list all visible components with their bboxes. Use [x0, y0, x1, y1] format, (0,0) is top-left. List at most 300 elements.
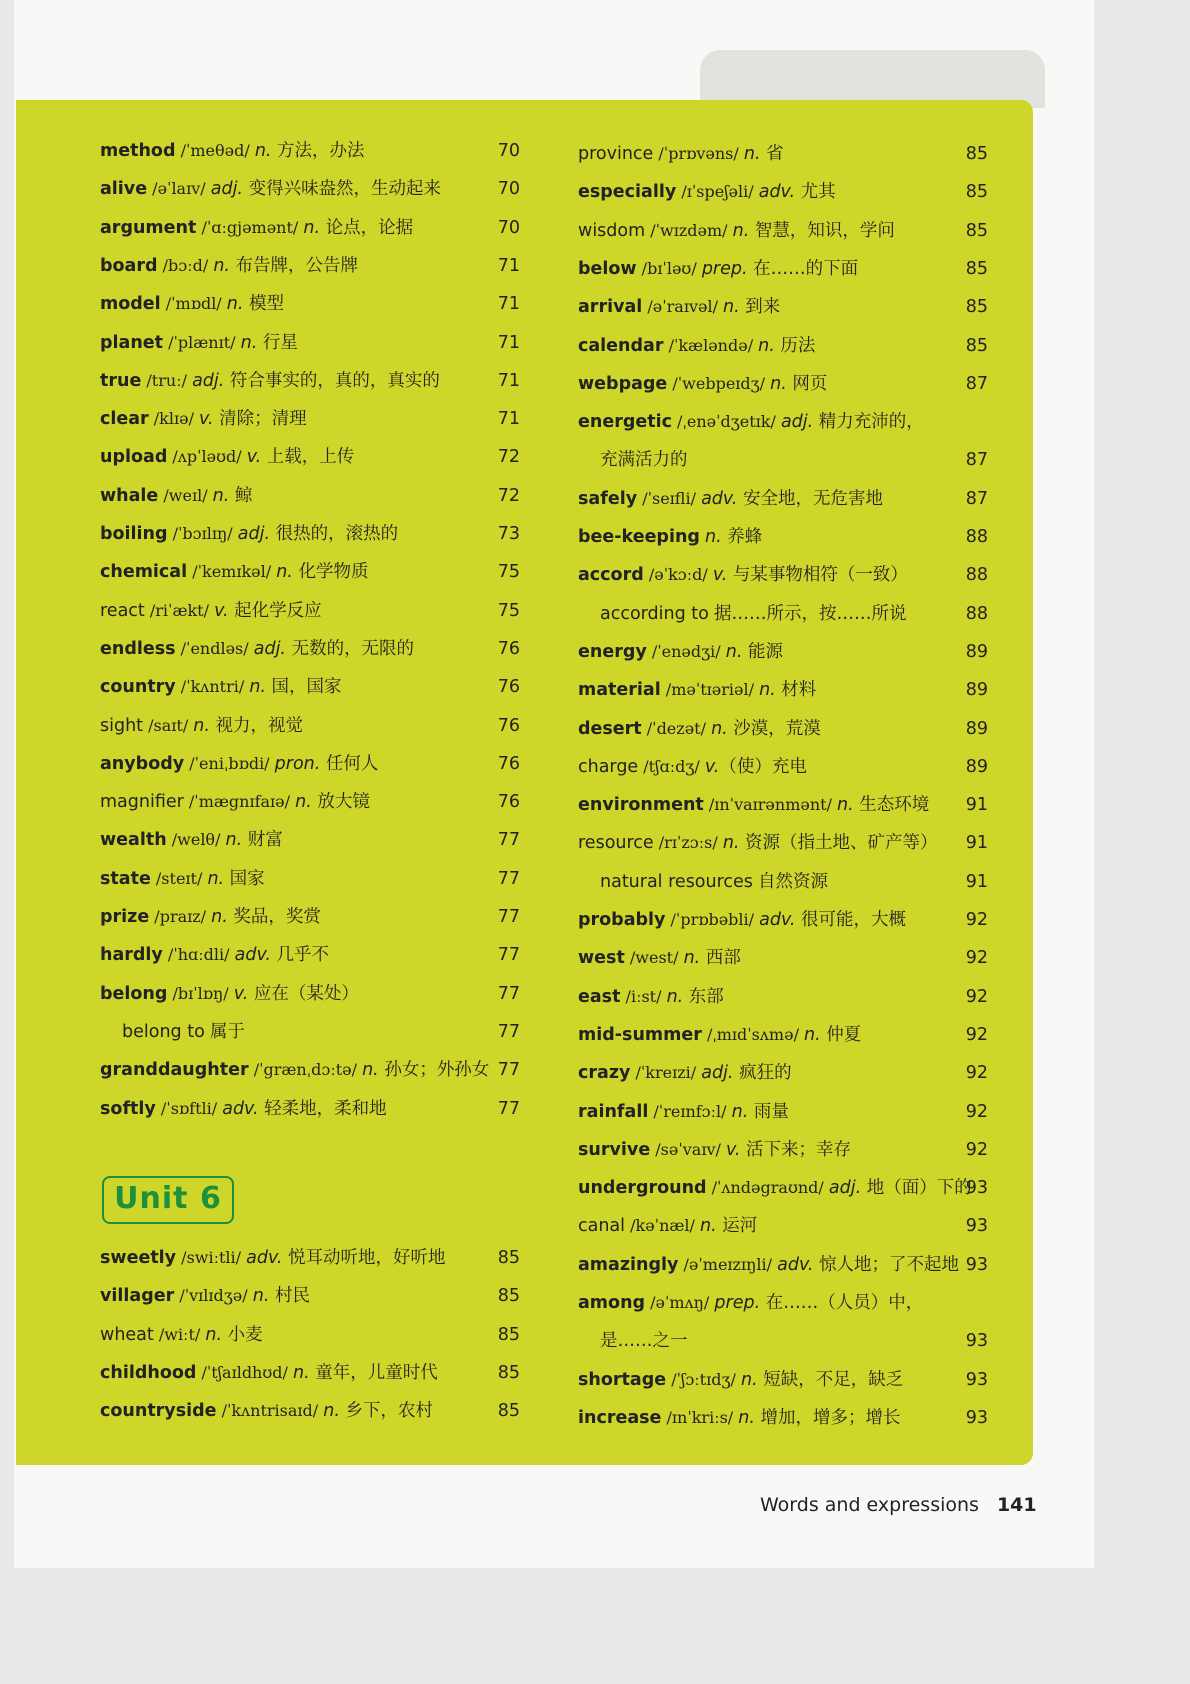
chinese-meaning: 增加，增多；增长 [754, 1407, 901, 1428]
chinese-meaning: 活下来；幸存 [740, 1139, 852, 1160]
page-ref: 70 [497, 179, 520, 200]
part-of-speech: adv. [234, 945, 271, 966]
vocab-entry [100, 1358, 520, 1388]
vocab-entry [100, 557, 520, 587]
chinese-meaning: 运河 [716, 1216, 758, 1237]
headword: west [578, 948, 625, 969]
entry-text [100, 442, 480, 472]
pronunciation: /ˈsɒftli/ [155, 1098, 223, 1118]
entry-text [578, 1288, 948, 1318]
headword: underground [578, 1178, 707, 1199]
part-of-speech: adj. [780, 412, 814, 433]
page-ref: 71 [497, 294, 520, 315]
vocab-entry [100, 136, 520, 166]
chinese-meaning: 国家 [224, 868, 265, 889]
part-of-speech: n. [743, 144, 761, 164]
pronunciation: /ˌmɪdˈsʌmə/ [701, 1024, 805, 1044]
vocab-entry [578, 522, 988, 552]
part-of-speech: adj. [237, 524, 271, 544]
part-of-speech: adj. [192, 370, 225, 391]
entry-text [600, 1326, 948, 1356]
unit-heading: Unit 6 [102, 1176, 234, 1224]
vocab-entry [100, 404, 520, 434]
page-ref: 91 [965, 795, 988, 816]
part-of-speech: pron. [274, 753, 321, 774]
chinese-meaning: 是……之一 [600, 1331, 688, 1352]
chinese-meaning: 模型 [243, 294, 285, 315]
part-of-speech: n. [212, 485, 230, 506]
pronunciation: /ɪnˈkriːs/ [661, 1407, 739, 1427]
chinese-meaning: 资源（指土地、矿产等） [739, 833, 938, 854]
page-ref: 77 [497, 830, 520, 851]
pronunciation: /ˈprɒbəbli/ [665, 910, 760, 929]
chinese-meaning: 放大镜 [311, 792, 370, 813]
vocab-entry [100, 213, 520, 243]
pronunciation: /wiːt/ [153, 1324, 206, 1344]
headword: especially [578, 182, 677, 203]
headword: hardly [100, 945, 163, 966]
headword: probably [578, 910, 666, 930]
chinese-meaning: 孙女；外孙女 [378, 1060, 490, 1081]
chinese-meaning: 很热的，滚热的 [270, 524, 399, 544]
entry-text [578, 1365, 948, 1395]
entry-text [100, 557, 480, 587]
page-ref: 87 [965, 450, 988, 471]
vocab-entry [578, 1403, 988, 1433]
page-ref: 72 [497, 447, 520, 468]
headword: wealth [100, 830, 167, 851]
headword: natural resources [600, 871, 753, 892]
headword: state [100, 868, 151, 889]
entry-text [578, 637, 948, 667]
headword: clear [100, 409, 149, 430]
chinese-meaning: 小麦 [222, 1324, 263, 1345]
chinese-meaning: 清除；清理 [213, 409, 307, 430]
vocab-entry [100, 1281, 520, 1311]
part-of-speech: n. [226, 294, 244, 315]
vocab-entry [578, 1250, 988, 1280]
page-ref: 77 [497, 868, 520, 889]
chinese-meaning: 与某事物相符（一致） [727, 565, 908, 586]
headword: wheat [100, 1324, 154, 1345]
part-of-speech: adv. [777, 1254, 814, 1275]
part-of-speech: n. [293, 1362, 310, 1383]
part-of-speech: n. [711, 718, 728, 739]
headword: softly [100, 1098, 156, 1119]
chinese-meaning: 雨量 [748, 1101, 789, 1122]
page-ref: 76 [497, 792, 520, 813]
part-of-speech: n. [225, 830, 243, 851]
pronunciation: /ˈwebpeɪdʒ/ [667, 373, 771, 393]
pronunciation: /ˈvɪlɪdʒə/ [174, 1286, 253, 1306]
pronunciation: /ˈkʌntri/ [175, 677, 250, 697]
page-ref: 85 [965, 182, 988, 203]
pronunciation: /iːst/ [620, 986, 667, 1006]
page-ref: 89 [965, 756, 988, 777]
entry-text [100, 902, 480, 932]
vocab-entry [100, 1243, 520, 1273]
pronunciation: /ˈreɪnfɔːl/ [648, 1101, 732, 1121]
entry-text [100, 1243, 480, 1273]
part-of-speech: v. [233, 983, 249, 1004]
part-of-speech: n. [249, 677, 266, 698]
pronunciation: /ˈeniˌbɒdi/ [184, 753, 275, 773]
part-of-speech: n. [705, 527, 722, 547]
pronunciation: /əˈraɪvəl/ [642, 297, 724, 317]
entry-text [578, 905, 948, 935]
chinese-meaning: 论点，论据 [320, 217, 414, 238]
chinese-meaning: 历法 [774, 335, 816, 356]
pronunciation: /bɪˈlɒŋ/ [167, 983, 234, 1003]
page-ref: 85 [965, 144, 988, 164]
pronunciation: /ɪnˈvaɪrənmənt/ [703, 795, 838, 815]
entry-text [100, 1320, 480, 1350]
page-ref: 77 [497, 1098, 520, 1119]
pronunciation: /ˈprɒvəns/ [653, 144, 744, 163]
pronunciation: /əˈlaɪv/ [147, 179, 211, 199]
chinese-meaning: 自然资源 [758, 871, 829, 892]
part-of-speech: n. [770, 373, 787, 394]
entry-text [100, 174, 480, 204]
entry-text [600, 599, 948, 629]
part-of-speech: n. [723, 297, 740, 318]
vocab-entry [578, 982, 988, 1012]
chinese-meaning: 网页 [786, 373, 828, 394]
vocab-entry [100, 940, 520, 970]
entry-text [578, 675, 948, 705]
page-ref: 72 [497, 485, 520, 506]
headword: endless [100, 638, 176, 659]
chinese-meaning: 布告牌，公告牌 [229, 255, 359, 276]
part-of-speech: adv. [701, 488, 738, 509]
page-ref: 85 [965, 335, 988, 356]
vocab-entry [578, 1097, 988, 1127]
part-of-speech: v. [725, 1139, 741, 1160]
chinese-meaning: 地（面）下的 [861, 1178, 972, 1199]
part-of-speech: n. [837, 795, 854, 816]
vocab-entry [578, 369, 988, 399]
vocab-entry [578, 1326, 988, 1356]
headword: shortage [578, 1369, 667, 1390]
pronunciation: /ˈʃɔːtɪdʒ/ [666, 1369, 741, 1389]
part-of-speech: n. [666, 986, 684, 1007]
part-of-speech: n. [362, 1060, 379, 1081]
chinese-meaning: 惊人地；了不起地 [813, 1254, 959, 1275]
chinese-meaning: 西部 [700, 948, 741, 969]
pronunciation: /ˈkʌntrisaɪd/ [216, 1401, 324, 1421]
pronunciation: /praɪz/ [149, 907, 212, 926]
pronunciation: /ˈkemɪkəl/ [187, 562, 277, 582]
headword: wisdom [578, 220, 646, 241]
headword: material [578, 680, 661, 701]
part-of-speech: n. [740, 1369, 758, 1390]
part-of-speech: n. [323, 1401, 340, 1422]
pronunciation: /ˌenəˈdʒetɪk/ [671, 412, 781, 432]
headword: villager [100, 1286, 175, 1307]
vocab-entry [100, 672, 520, 702]
page-ref: 91 [965, 871, 988, 892]
entry-text [578, 1097, 948, 1127]
page-ref: 92 [965, 948, 988, 969]
entry-text [578, 522, 948, 552]
part-of-speech: n. [276, 562, 293, 583]
vocab-entry [578, 1173, 988, 1203]
entry-text [100, 979, 480, 1009]
chinese-meaning: 仲夏 [820, 1024, 862, 1045]
pronunciation: /əˈmeɪzɪŋli/ [678, 1254, 778, 1274]
entry-text [578, 177, 948, 207]
entry-text [122, 1017, 480, 1047]
chinese-meaning: 轻柔地，柔和地 [258, 1098, 387, 1119]
page-ref: 77 [497, 983, 520, 1004]
chinese-meaning: 材料 [775, 680, 817, 701]
vocab-entry [100, 864, 520, 894]
pronunciation: /ˈdezət/ [641, 718, 712, 738]
page-ref: 85 [497, 1286, 520, 1307]
vocab-entry [578, 139, 988, 169]
vocab-entry [578, 790, 988, 820]
page-ref: 77 [497, 1060, 520, 1081]
pronunciation: /weɪl/ [158, 485, 213, 505]
chinese-meaning: 视力，视觉 [209, 715, 304, 736]
entry-text [578, 1135, 948, 1165]
page-ref: 70 [497, 217, 520, 238]
headword: upload [100, 447, 168, 468]
page-ref: 88 [965, 565, 988, 586]
vocab-entry [578, 1365, 988, 1395]
part-of-speech: n. [738, 1407, 755, 1428]
chinese-meaning: 几乎不 [270, 945, 330, 966]
vocab-entry [100, 902, 520, 932]
part-of-speech: adv. [758, 182, 796, 203]
vocab-entry [578, 445, 988, 475]
entry-text [100, 596, 480, 626]
part-of-speech: n. [252, 1286, 270, 1307]
vocab-entry [100, 251, 520, 281]
pronunciation: /truː/ [141, 370, 193, 390]
part-of-speech: adv. [246, 1248, 283, 1268]
pronunciation: /ɪˈspeʃəli/ [676, 182, 759, 202]
vocab-entry [578, 1135, 988, 1165]
part-of-speech: n. [295, 792, 312, 813]
entry-text [100, 1358, 480, 1388]
vocab-entry [578, 1058, 988, 1088]
page-ref: 89 [965, 680, 988, 701]
entry-text [100, 136, 480, 166]
part-of-speech: n. [213, 255, 230, 276]
page-ref: 75 [497, 600, 520, 621]
entry-text [578, 752, 948, 782]
pronunciation: /ˈhɑːdli/ [162, 945, 235, 965]
footer-title: Words and expressions [760, 1494, 979, 1516]
chinese-meaning: 童年，儿童时代 [309, 1362, 438, 1383]
part-of-speech: prep. [714, 1293, 761, 1313]
chinese-meaning: 尤其 [795, 182, 836, 203]
headword: belong [100, 983, 168, 1004]
chinese-meaning: 沙漠，荒漠 [727, 718, 821, 739]
pronunciation: /welθ/ [166, 830, 226, 850]
page-ref: 77 [497, 907, 520, 927]
vocab-entry [100, 787, 520, 817]
entry-text [100, 634, 480, 664]
headword: increase [578, 1407, 662, 1428]
vocab-entry [578, 905, 988, 935]
chinese-meaning: 在……（人员）中， [760, 1293, 924, 1313]
page-ref: 92 [965, 1101, 988, 1122]
entry-text [578, 943, 948, 973]
chinese-meaning: 奖品，奖赏 [227, 907, 321, 927]
part-of-speech: n. [700, 1216, 717, 1237]
vocab-entry [100, 1017, 520, 1047]
page-ref: 76 [497, 715, 520, 736]
vocab-entry [100, 979, 520, 1009]
part-of-speech: n. [758, 335, 775, 356]
chinese-meaning: 据……所示，按……所说 [713, 603, 907, 624]
headword: react [100, 600, 145, 621]
vocab-entry [578, 331, 988, 361]
entry-text [100, 940, 480, 970]
pronunciation: /ˈgrænˌdɔːtə/ [248, 1060, 363, 1080]
chinese-meaning: 行星 [257, 332, 298, 353]
pronunciation: /steɪt/ [150, 868, 208, 888]
part-of-speech: n. [205, 1324, 223, 1345]
headword: webpage [578, 373, 668, 394]
vocab-entry [578, 599, 988, 629]
entry-text [578, 828, 948, 858]
part-of-speech: n. [731, 1101, 749, 1122]
vocab-entry [100, 711, 520, 741]
page-ref: 85 [965, 220, 988, 241]
entry-text [578, 407, 948, 437]
part-of-speech: adj. [210, 179, 243, 200]
vocab-entry [578, 1288, 988, 1318]
vocab-entry [100, 634, 520, 664]
pronunciation: /ʌpˈləʊd/ [167, 447, 247, 467]
entry-text [100, 328, 480, 358]
headword: sight [100, 715, 144, 736]
headword: province [578, 144, 654, 164]
entry-text [100, 251, 480, 281]
vocab-entry [578, 216, 988, 246]
entry-text [100, 1055, 490, 1085]
headword: environment [578, 795, 704, 816]
chinese-meaning: 村民 [269, 1286, 310, 1307]
page-ref: 93 [965, 1254, 988, 1275]
page-ref: 87 [965, 373, 988, 394]
headword: prize [100, 907, 150, 927]
page-ref: 87 [965, 488, 988, 509]
part-of-speech: n. [193, 715, 210, 736]
vocab-entry [578, 292, 988, 322]
vocab-entry [578, 560, 988, 590]
pronunciation: /səˈvaɪv/ [650, 1139, 726, 1159]
headword: childhood [100, 1362, 197, 1383]
page-number: 141 [996, 1494, 1037, 1516]
page-ref: 71 [497, 332, 520, 353]
chinese-meaning: 上载，上传 [261, 447, 355, 468]
part-of-speech: adj. [701, 1063, 734, 1084]
chinese-meaning: 充满活力的 [600, 450, 688, 471]
chinese-meaning: 鲸 [229, 485, 253, 506]
headword: mid-summer [578, 1024, 702, 1045]
chinese-meaning: 省 [760, 144, 784, 164]
pronunciation: /ˈmɒdl/ [160, 294, 227, 314]
headword: energetic [578, 412, 672, 433]
part-of-speech: n. [759, 680, 776, 701]
headword: boiling [100, 524, 168, 544]
chinese-meaning: 在……的下面 [747, 258, 859, 279]
entry-text [578, 1250, 959, 1280]
page-ref: 91 [965, 833, 988, 854]
pronunciation: /rɪˈzɔːs/ [653, 833, 723, 853]
chinese-meaning: 符合事实的，真的，真实的 [224, 370, 440, 391]
headword: calendar [578, 335, 664, 356]
headword: whale [100, 485, 159, 506]
headword: magnifier [100, 792, 184, 813]
pronunciation: /ˈenədʒi/ [646, 641, 726, 661]
entry-text [578, 254, 948, 284]
headword: crazy [578, 1063, 631, 1084]
page-ref: 76 [497, 677, 520, 698]
page-ref: 71 [497, 409, 520, 430]
page-ref: 85 [965, 297, 988, 318]
vocab-entry [100, 1320, 520, 1350]
vocab-entry [578, 1020, 988, 1050]
entry-text [100, 213, 480, 243]
part-of-speech: n. [240, 332, 258, 353]
entry-text [578, 331, 948, 361]
headword: anybody [100, 753, 185, 774]
page-ref: 93 [965, 1216, 988, 1237]
headword: chemical [100, 562, 188, 583]
page-footer [760, 1494, 1037, 1516]
pronunciation: /ˈɑːgjəmənt/ [196, 217, 304, 237]
page-ref: 73 [497, 524, 520, 544]
headword: survive [578, 1139, 651, 1160]
chinese-meaning: 东部 [683, 986, 724, 1007]
headword: bee-keeping [578, 527, 700, 547]
headword: belong to [122, 1021, 205, 1042]
entry-text [100, 672, 480, 702]
headword: sweetly [100, 1248, 177, 1268]
page-ref: 85 [497, 1401, 520, 1422]
vocab-entry [578, 714, 988, 744]
entry-text [578, 790, 948, 820]
page-ref: 88 [965, 527, 988, 547]
chinese-meaning: 化学物质 [292, 562, 369, 583]
entry-text [100, 366, 480, 396]
entry-text [578, 982, 948, 1012]
vocab-entry [578, 177, 988, 207]
page-ref: 70 [497, 141, 520, 161]
pronunciation: /ˈmeθəd/ [175, 141, 255, 160]
page-ref: 88 [965, 603, 988, 624]
headword: amazingly [578, 1254, 679, 1275]
chinese-meaning: 财富 [242, 830, 283, 851]
chinese-meaning: 起化学反应 [228, 600, 322, 621]
chinese-meaning: 到来 [739, 297, 781, 318]
part-of-speech: n. [211, 907, 228, 927]
page-ref: 77 [497, 1021, 520, 1042]
vocab-entry [578, 1211, 988, 1241]
chinese-meaning: 安全地，无危害地 [737, 488, 883, 509]
page-ref: 76 [497, 638, 520, 659]
page-ref: 75 [497, 562, 520, 583]
pronunciation: /məˈtɪəriəl/ [660, 680, 760, 700]
headword: accord [578, 565, 644, 586]
headword: arrival [578, 297, 643, 318]
headword: according to [600, 603, 709, 624]
